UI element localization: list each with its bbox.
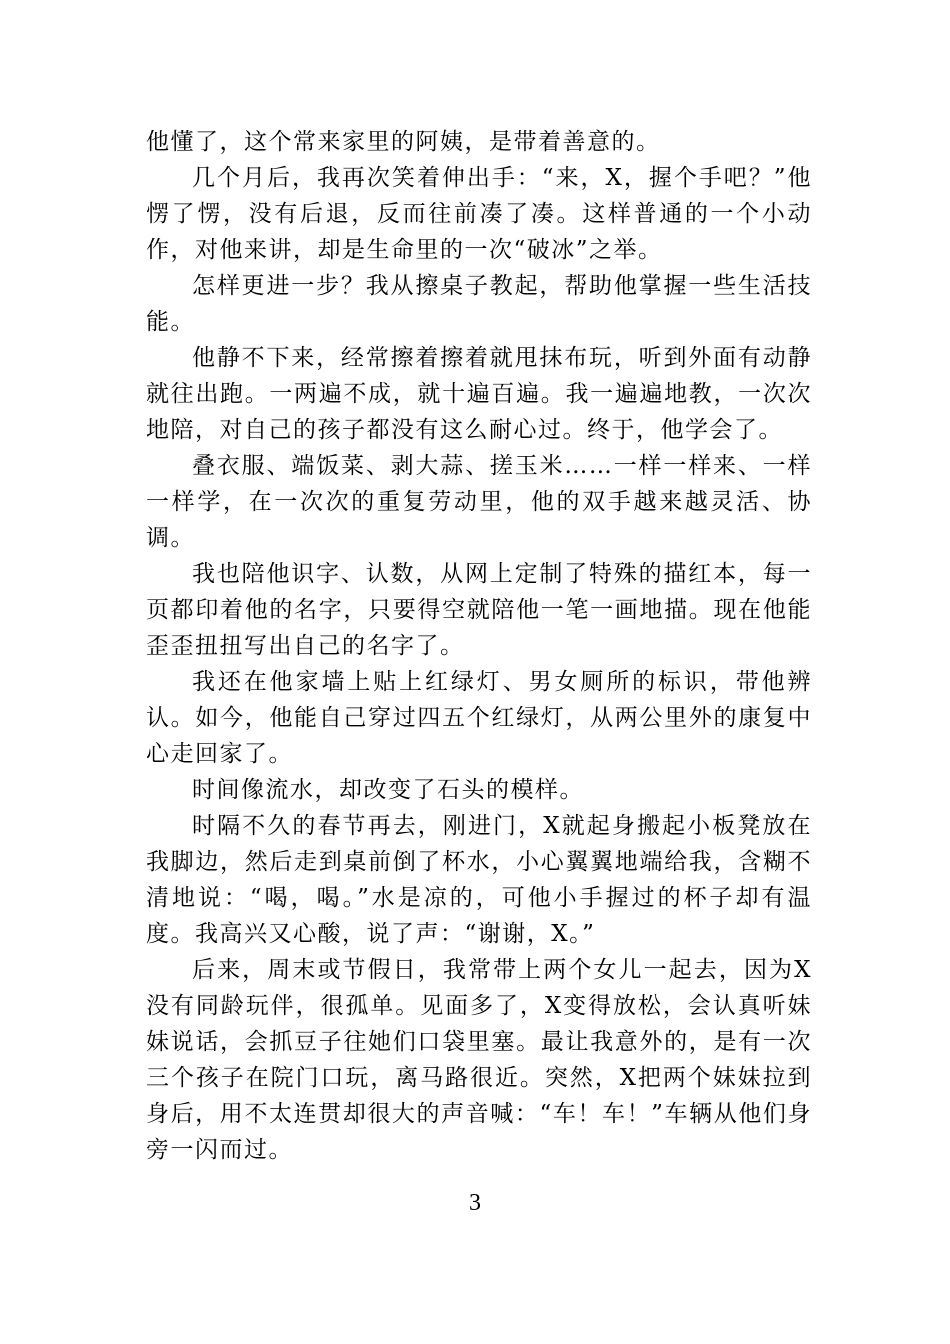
paragraph: 时间像流水，却改变了石头的模样。: [192, 777, 584, 803]
article-body: [146, 124, 812, 1168]
paragraph: 叠衣服、端饭菜、剥大蒜、搓玉米……一样一样来、一样一样学，在一次次的重复劳动里，他的双手越来越灵活、协调。: [146, 453, 812, 551]
paragraph: 怎样更进一步？我从擦桌子教起，帮助他掌握一些生活技能。: [146, 273, 812, 335]
paragraph: 我也陪他识字、认数，从网上定制了特殊的描红本，每一页都印着他的名字，只要得空就陪他一笔一画地描。现在他能歪歪扭扭写出自己的名字了。: [146, 561, 812, 659]
paragraph: 后来，周末或节假日，我常带上两个女儿一起去，因为X没有同龄玩伴，很孤单。见面多了，X变得放松，会认真听妹妹说话，会抓豆子往她们口袋里塞。最让我意外的，是有一次三个孩子在院门口玩，离马路很近。突然，X把两个妹妹拉到身后，用不太连贯却很大的声音喊：“车！车！”车辆从他们身旁一闪而过。: [146, 957, 812, 1163]
paragraph: 他静不下来，经常擦着擦着就甩抹布玩，听到外面有动静就往出跑。一两遍不成，就十遍百遍。我一遍遍地教，一次次地陪，对自己的孩子都没有这么耐心过。终于，他学会了。: [146, 345, 812, 443]
paragraph: 时隔不久的春节再去，刚进门，X就起身搬起小板凳放在我脚边，然后走到桌前倒了杯水，小心翼翼地端给我，含糊不清地说：“喝，喝。”水是凉的，可他小手握过的杯子却有温度。我高兴又心酸，说了声：“谢谢，X。”: [146, 813, 812, 947]
page-number: 3: [469, 1190, 481, 1216]
paragraph: 我还在他家墙上贴上红绿灯、男女厕所的标识，带他辨认。如今，他能自己穿过四五个红绿灯，从两公里外的康复中心走回家了。: [146, 669, 812, 767]
paragraph: 几个月后，我再次笑着伸出手：“来，X，握个手吧？”他愣了愣，没有后退，反而往前凑了凑。这样普通的一个小动作，对他来讲，却是生命里的一次“破冰”之举。: [146, 165, 812, 263]
paragraph-continued: 他懂了，这个常来家里的阿姨，是带着善意的。: [146, 129, 661, 155]
